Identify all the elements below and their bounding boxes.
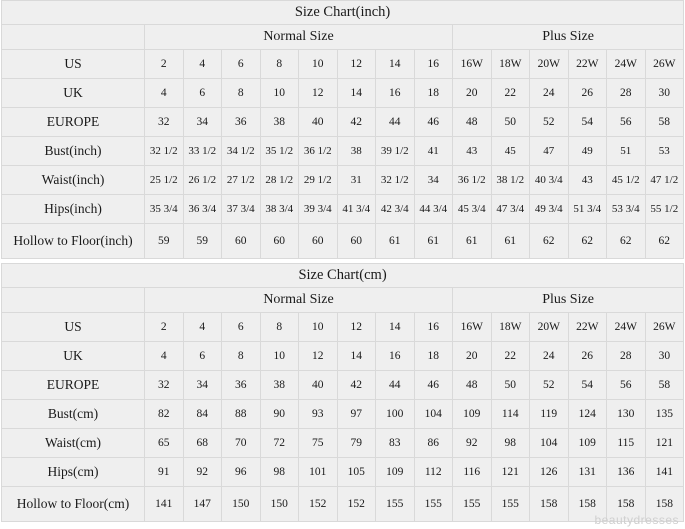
cell-value: 36 1/2 [299, 137, 338, 166]
cell-value: 158 [530, 487, 569, 522]
cell-value: 39 1/2 [376, 137, 415, 166]
cell-value: 47 [530, 137, 569, 166]
cell-value: 130 [607, 400, 646, 429]
cell-value: 34 [183, 108, 222, 137]
cell-value: 10 [260, 342, 299, 371]
row-label-europe: EUROPE [2, 371, 145, 400]
cell-value: 22 [491, 342, 530, 371]
cell-value: 22W [568, 313, 607, 342]
table-title-row [2, 1, 684, 25]
table-row [2, 371, 684, 400]
cell-value: 60 [299, 224, 338, 259]
cell-value: 16W [453, 313, 492, 342]
cell-value: 34 [183, 371, 222, 400]
cell-value: 56 [607, 371, 646, 400]
cell-value: 38 [260, 371, 299, 400]
watermark: beautydresses [594, 513, 679, 527]
row-label-waist: Waist(cm) [2, 429, 145, 458]
cell-value: 93 [299, 400, 338, 429]
group-plus-size: Plus Size [453, 25, 684, 50]
cell-value: 39 3/4 [299, 195, 338, 224]
table-row [2, 224, 684, 259]
cell-value: 24 [530, 79, 569, 108]
cell-value: 97 [337, 400, 376, 429]
cell-value: 27 1/2 [222, 166, 261, 195]
cell-value: 61 [414, 224, 453, 259]
table-row [2, 458, 684, 487]
cell-value: 24W [607, 313, 646, 342]
cell-value: 62 [530, 224, 569, 259]
cell-value: 44 3/4 [414, 195, 453, 224]
row-label-europe: EUROPE [2, 108, 145, 137]
cell-value: 68 [183, 429, 222, 458]
cell-value: 51 3/4 [568, 195, 607, 224]
cell-value: 26W [645, 50, 684, 79]
cell-value: 150 [260, 487, 299, 522]
cell-value: 84 [183, 400, 222, 429]
cell-value: 6 [183, 79, 222, 108]
cell-value: 75 [299, 429, 338, 458]
cell-value: 109 [568, 429, 607, 458]
cell-value: 41 3/4 [337, 195, 376, 224]
cell-value: 28 [607, 342, 646, 371]
cell-value: 20 [453, 79, 492, 108]
cell-value: 12 [337, 50, 376, 79]
cell-value: 36 3/4 [183, 195, 222, 224]
cell-value: 141 [645, 458, 684, 487]
cell-value: 62 [607, 224, 646, 259]
row-label-hips: Hips(inch) [2, 195, 145, 224]
cell-value: 24W [607, 50, 646, 79]
cell-value: 44 [376, 371, 415, 400]
cell-value: 16 [376, 342, 415, 371]
cell-value: 16 [376, 79, 415, 108]
cell-value: 112 [414, 458, 453, 487]
cell-value: 50 [491, 371, 530, 400]
cell-value: 34 [414, 166, 453, 195]
row-label-hollow-to-floor: Hollow to Floor(inch) [2, 224, 145, 259]
cell-value: 35 3/4 [145, 195, 184, 224]
cell-value: 20W [530, 50, 569, 79]
group-normal-size: Normal Size [145, 288, 453, 313]
cell-value: 54 [568, 371, 607, 400]
cell-value: 158 [607, 487, 646, 522]
cell-value: 147 [183, 487, 222, 522]
cell-value: 18 [414, 79, 453, 108]
cell-value: 16 [414, 313, 453, 342]
cell-value: 28 [607, 79, 646, 108]
cell-value: 155 [453, 487, 492, 522]
row-label-us: US [2, 50, 145, 79]
table-row [2, 50, 684, 79]
cell-value: 38 3/4 [260, 195, 299, 224]
cell-value: 59 [145, 224, 184, 259]
cell-value: 49 [568, 137, 607, 166]
cell-value: 47 3/4 [491, 195, 530, 224]
cell-value: 45 [491, 137, 530, 166]
cell-value: 4 [183, 313, 222, 342]
cell-value: 141 [145, 487, 184, 522]
cell-value: 26W [645, 313, 684, 342]
cell-value: 155 [376, 487, 415, 522]
cell-value: 158 [645, 487, 684, 522]
table-row [2, 137, 684, 166]
cell-value: 79 [337, 429, 376, 458]
cell-value: 32 [145, 108, 184, 137]
cell-value: 10 [299, 50, 338, 79]
cell-value: 26 1/2 [183, 166, 222, 195]
cell-value: 61 [453, 224, 492, 259]
cell-value: 42 3/4 [376, 195, 415, 224]
cell-value: 158 [568, 487, 607, 522]
cell-value: 14 [337, 342, 376, 371]
cell-value: 40 [299, 108, 338, 137]
cell-value: 152 [299, 487, 338, 522]
size-chart-inch-table [1, 0, 684, 259]
cell-value: 53 3/4 [607, 195, 646, 224]
cell-value: 59 [183, 224, 222, 259]
cell-value: 115 [607, 429, 646, 458]
cell-value: 38 1/2 [491, 166, 530, 195]
cell-value: 124 [568, 400, 607, 429]
group-plus-size: Plus Size [453, 288, 684, 313]
cell-value: 150 [222, 487, 261, 522]
cell-value: 46 [414, 108, 453, 137]
cell-value: 24 [530, 342, 569, 371]
cell-value: 126 [530, 458, 569, 487]
cell-value: 4 [145, 79, 184, 108]
cell-value: 43 [568, 166, 607, 195]
size-chart-cm-block [0, 263, 685, 522]
table-row [2, 313, 684, 342]
row-label-hips: Hips(cm) [2, 458, 145, 487]
cell-value: 38 [337, 137, 376, 166]
chart-title: Size Chart(inch) [2, 1, 684, 25]
cell-value: 14 [376, 50, 415, 79]
cell-value: 90 [260, 400, 299, 429]
cell-value: 114 [491, 400, 530, 429]
cell-value: 12 [299, 342, 338, 371]
cell-value: 58 [645, 371, 684, 400]
cell-value: 65 [145, 429, 184, 458]
cell-value: 6 [222, 50, 261, 79]
cell-value: 48 [453, 108, 492, 137]
cell-value: 116 [453, 458, 492, 487]
table-row [2, 429, 684, 458]
cell-value: 52 [530, 108, 569, 137]
cell-value: 6 [222, 313, 261, 342]
row-label-hollow-to-floor: Hollow to Floor(cm) [2, 487, 145, 522]
cell-value: 30 [645, 342, 684, 371]
cell-value: 18W [491, 50, 530, 79]
cell-value: 61 [376, 224, 415, 259]
cell-value: 52 [530, 371, 569, 400]
cell-value: 16W [453, 50, 492, 79]
cell-value: 6 [183, 342, 222, 371]
size-chart-inch-block [0, 0, 685, 259]
cell-value: 92 [453, 429, 492, 458]
row-label-waist: Waist(inch) [2, 166, 145, 195]
cell-value: 2 [145, 50, 184, 79]
chart-title: Size Chart(cm) [2, 264, 684, 288]
table-row [2, 195, 684, 224]
cell-value: 54 [568, 108, 607, 137]
cell-value: 101 [299, 458, 338, 487]
cell-value: 62 [568, 224, 607, 259]
cell-value: 8 [222, 342, 261, 371]
cell-value: 82 [145, 400, 184, 429]
cell-value: 48 [453, 371, 492, 400]
group-normal-size: Normal Size [145, 25, 453, 50]
cell-value: 26 [568, 342, 607, 371]
cell-value: 8 [222, 79, 261, 108]
table-group-row [2, 288, 684, 313]
cell-value: 119 [530, 400, 569, 429]
cell-value: 10 [260, 79, 299, 108]
cell-value: 60 [337, 224, 376, 259]
cell-value: 60 [260, 224, 299, 259]
cell-value: 32 1/2 [376, 166, 415, 195]
cell-value: 100 [376, 400, 415, 429]
cell-value: 62 [645, 224, 684, 259]
cell-value: 36 [222, 108, 261, 137]
cell-value: 22 [491, 79, 530, 108]
cell-value: 28 1/2 [260, 166, 299, 195]
cell-value: 53 [645, 137, 684, 166]
cell-value: 135 [645, 400, 684, 429]
cell-value: 155 [414, 487, 453, 522]
cell-value: 98 [491, 429, 530, 458]
cell-value: 12 [337, 313, 376, 342]
cell-value: 86 [414, 429, 453, 458]
cell-value: 121 [491, 458, 530, 487]
cell-value: 32 [145, 371, 184, 400]
cell-value: 104 [530, 429, 569, 458]
cell-value: 12 [299, 79, 338, 108]
table-row [2, 487, 684, 522]
cell-value: 42 [337, 108, 376, 137]
cell-value: 31 [337, 166, 376, 195]
table-group-row [2, 25, 684, 50]
cell-value: 49 3/4 [530, 195, 569, 224]
row-label-bust: Bust(cm) [2, 400, 145, 429]
cell-value: 121 [645, 429, 684, 458]
cell-value: 72 [260, 429, 299, 458]
cell-value: 92 [183, 458, 222, 487]
cell-value: 26 [568, 79, 607, 108]
cell-value: 109 [453, 400, 492, 429]
row-label-bust: Bust(inch) [2, 137, 145, 166]
cell-value: 4 [145, 342, 184, 371]
cell-value: 96 [222, 458, 261, 487]
cell-value: 4 [183, 50, 222, 79]
cell-value: 43 [453, 137, 492, 166]
cell-value: 46 [414, 371, 453, 400]
cell-value: 25 1/2 [145, 166, 184, 195]
cell-value: 136 [607, 458, 646, 487]
size-chart-cm-table [1, 263, 684, 522]
cell-value: 44 [376, 108, 415, 137]
cell-value: 61 [491, 224, 530, 259]
cell-value: 45 1/2 [607, 166, 646, 195]
table-row [2, 342, 684, 371]
table-row [2, 400, 684, 429]
cell-value: 30 [645, 79, 684, 108]
cell-value: 16 [414, 50, 453, 79]
cell-value: 20W [530, 313, 569, 342]
cell-value: 155 [491, 487, 530, 522]
table-row [2, 108, 684, 137]
cell-value: 105 [337, 458, 376, 487]
cell-value: 36 [222, 371, 261, 400]
cell-value: 14 [337, 79, 376, 108]
cell-value: 29 1/2 [299, 166, 338, 195]
cell-value: 70 [222, 429, 261, 458]
cell-value: 37 3/4 [222, 195, 261, 224]
cell-value: 10 [299, 313, 338, 342]
cell-value: 45 3/4 [453, 195, 492, 224]
cell-value: 58 [645, 108, 684, 137]
cell-value: 152 [337, 487, 376, 522]
cell-value: 34 1/2 [222, 137, 261, 166]
cell-value: 88 [222, 400, 261, 429]
cell-value: 40 3/4 [530, 166, 569, 195]
cell-value: 38 [260, 108, 299, 137]
cell-value: 55 1/2 [645, 195, 684, 224]
cell-value: 35 1/2 [260, 137, 299, 166]
cell-value: 41 [414, 137, 453, 166]
cell-value: 83 [376, 429, 415, 458]
cell-value: 8 [260, 313, 299, 342]
cell-value: 104 [414, 400, 453, 429]
cell-value: 91 [145, 458, 184, 487]
row-label-us: US [2, 313, 145, 342]
row-label-uk: UK [2, 342, 145, 371]
cell-value: 109 [376, 458, 415, 487]
cell-value: 14 [376, 313, 415, 342]
cell-value: 42 [337, 371, 376, 400]
table-row [2, 166, 684, 195]
group-row-spacer [2, 25, 145, 50]
cell-value: 36 1/2 [453, 166, 492, 195]
cell-value: 22W [568, 50, 607, 79]
cell-value: 47 1/2 [645, 166, 684, 195]
cell-value: 40 [299, 371, 338, 400]
cell-value: 2 [145, 313, 184, 342]
cell-value: 20 [453, 342, 492, 371]
cell-value: 32 1/2 [145, 137, 184, 166]
cell-value: 60 [222, 224, 261, 259]
cell-value: 131 [568, 458, 607, 487]
cell-value: 18W [491, 313, 530, 342]
row-label-uk: UK [2, 79, 145, 108]
table-row [2, 79, 684, 108]
cell-value: 18 [414, 342, 453, 371]
cell-value: 50 [491, 108, 530, 137]
table-title-row [2, 264, 684, 288]
cell-value: 51 [607, 137, 646, 166]
cell-value: 33 1/2 [183, 137, 222, 166]
group-row-spacer [2, 288, 145, 313]
cell-value: 56 [607, 108, 646, 137]
cell-value: 8 [260, 50, 299, 79]
cell-value: 98 [260, 458, 299, 487]
